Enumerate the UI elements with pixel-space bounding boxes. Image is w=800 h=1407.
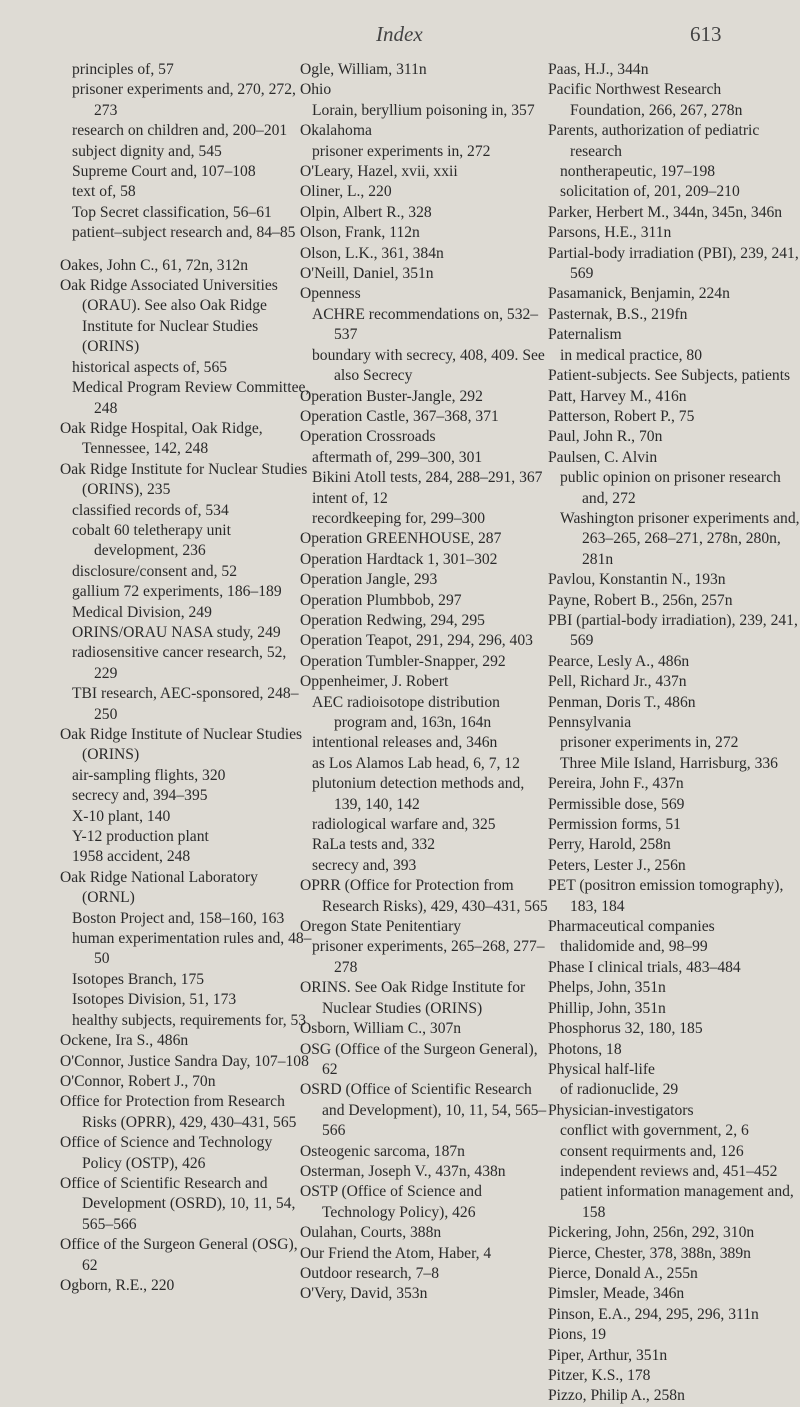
index-entry: O'Connor, Robert J., 70n <box>60 1072 216 1090</box>
index-subentry: secrecy and, 393 <box>312 856 417 874</box>
index-entry: PBI (partial-body irradiation), 239, 241, 569 <box>548 611 798 650</box>
index-entry: Phase I clinical trials, 483–484 <box>548 958 741 976</box>
index-entry: Oppenheimer, J. Robert <box>300 673 449 691</box>
index-subentry: in medical practice, 80 <box>560 346 703 364</box>
index-entry: Phosphorus 32, 180, 185 <box>548 1020 703 1038</box>
index-entry: Physical half-life <box>548 1060 655 1078</box>
index-subentry: thalidomide and, 98–99 <box>560 938 708 956</box>
index-subentry: Isotopes Branch, 175 <box>72 970 205 988</box>
index-subentry: Boston Project and, 158–160, 163 <box>72 909 285 927</box>
index-entry: Osborn, William C., 307n <box>300 1020 462 1038</box>
index-entry: Operation Crossroads <box>300 428 436 446</box>
index-subentry: ORINS/ORAU NASA study, 249 <box>72 623 281 641</box>
index-entry: Oak Ridge National Laboratory (ORNL) <box>60 868 258 907</box>
index-entry: Operation Tumbler-Snapper, 292 <box>300 652 506 670</box>
index-entry: Pharmaceutical companies <box>548 918 715 936</box>
index-entry: Operation Teapot, 291, 294, 296, 403 <box>300 632 533 650</box>
index-entry: Pell, Richard Jr., 437n <box>548 673 687 691</box>
index-entry: Outdoor research, 7–8 <box>300 1264 439 1282</box>
index-entry: Operation GREENHOUSE, 287 <box>300 530 502 548</box>
index-subentry: 1958 accident, 248 <box>72 848 191 866</box>
index-entry: Pierce, Chester, 378, 388n, 389n <box>548 1244 751 1262</box>
index-subentry: disclosure/consent and, 52 <box>72 562 237 580</box>
index-entry: Permission forms, 51 <box>548 816 681 834</box>
index-entry: Oak Ridge Institute for Nuclear Studies (ORINS), 235 <box>60 460 308 499</box>
index-entry: Ogborn, R.E., 220 <box>60 1276 175 1294</box>
index-entry: Ohio <box>300 81 332 99</box>
index-entry: Pereira, John F., 437n <box>548 775 684 793</box>
index-subentry: AEC radioisotope distribution program and, 163n, 164n <box>312 693 500 731</box>
index-entry: Pearce, Lesly A., 486n <box>548 652 690 670</box>
index-subentry: Top Secret classification, 56–61 <box>72 203 272 221</box>
index-entry: Our Friend the Atom, Haber, 4 <box>300 1244 492 1262</box>
index-subentry: boundary with secrecy, 408, 409. See also Secrecy <box>312 346 545 385</box>
index-entry: Pierce, Donald A., 255n <box>548 1264 698 1282</box>
index-entry: Paul, John R., 70n <box>548 428 663 446</box>
index-subentry: Washington prisoner experiments and, 263–265, 268–271, 278n, 280n, 281n <box>560 509 800 568</box>
index-entry: Olson, Frank, 112n <box>300 224 420 242</box>
index-entry: O'Very, David, 353n <box>300 1285 428 1303</box>
index-entry: Oulahan, Courts, 388n <box>300 1224 442 1242</box>
index-subentry: air-sampling flights, 320 <box>72 766 226 784</box>
index-entry: Operation Buster-Jangle, 292 <box>300 387 483 405</box>
index-entry: Pavlou, Konstantin N., 193n <box>548 571 726 589</box>
index-entry: Photons, 18 <box>548 1040 622 1058</box>
index-entry: Phillip, John, 351n <box>548 999 666 1017</box>
index-subentry: radiological warfare and, 325 <box>312 816 496 834</box>
index-entry: Operation Jangle, 293 <box>300 571 438 589</box>
index-subentry: solicitation of, 201, 209–210 <box>560 183 740 201</box>
index-entry: Patient-subjects. See Subjects, patients <box>548 367 791 385</box>
index-subentry: gallium 72 experiments, 186–189 <box>72 583 282 601</box>
index-subentry: independent reviews and, 451–452 <box>560 1162 778 1180</box>
index-entry: Pasternak, B.S., 219fn <box>548 305 688 323</box>
index-entry: Pacific Northwest Research Foundation, 266, 267, 278n <box>548 81 743 119</box>
index-column-right <box>548 60 800 1407</box>
index-entry: Penman, Doris T., 486n <box>548 693 696 711</box>
index-subentry: recordkeeping for, 299–300 <box>312 509 486 527</box>
index-entry: Office of Science and Technology Policy (OSTP), 426 <box>60 1134 273 1172</box>
index-column-left <box>60 60 312 1296</box>
running-title: Index <box>376 22 423 46</box>
index-subentry: X-10 plant, 140 <box>72 807 171 825</box>
index-entry: O'Neill, Daniel, 351n <box>300 265 434 283</box>
index-subentry: research on children and, 200–201 <box>72 122 288 140</box>
index-entry: OSTP (Office of Science and Technology Policy), 426 <box>300 1183 482 1221</box>
index-subentry: prisoner experiments, 265–268, 277–278 <box>312 938 545 976</box>
index-subentry: Isotopes Division, 51, 173 <box>72 991 237 1009</box>
index-entry: Office of the Surgeon General (OSG), 62 <box>60 1236 298 1274</box>
index-entry: PET (positron emission tomography), 183, 184 <box>548 877 784 915</box>
index-subentry: Medical Division, 249 <box>72 603 212 621</box>
index-entry: Operation Redwing, 294, 295 <box>300 611 485 629</box>
index-entry: Paulsen, C. Alvin <box>548 448 658 466</box>
index-entry: Osteogenic sarcoma, 187n <box>300 1142 465 1160</box>
index-entry: OPRR (Office for Protection from Research Risks), 429, 430–431, 565 <box>300 877 548 915</box>
index-subentry: historical aspects of, 565 <box>72 358 228 376</box>
index-subentry: classified records of, 534 <box>72 501 229 519</box>
index-subentry: prisoner experiments in, 272 <box>312 142 491 160</box>
index-subentry: RaLa tests and, 332 <box>312 836 435 854</box>
index-entry: ORINS. See Oak Ridge Institute for Nuclear Studies (ORINS) <box>300 979 526 1017</box>
index-subentry: Y-12 production plant <box>72 828 209 846</box>
index-entry: Peters, Lester J., 256n <box>548 856 686 874</box>
index-entry: Oakes, John C., 61, 72n, 312n <box>60 256 248 274</box>
index-entry: Ogle, William, 311n <box>300 61 427 78</box>
index-subentry: intent of, 12 <box>312 489 388 507</box>
index-entry: OSRD (Office of Scientific Research and Development), 10, 11, 54, 565–566 <box>300 1081 547 1140</box>
index-subentry: secrecy and, 394–395 <box>72 787 208 805</box>
index-entry: Olpin, Albert R., 328 <box>300 203 432 221</box>
index-entry: Paternalism <box>548 326 622 344</box>
index-subentry: aftermath of, 299–300, 301 <box>312 448 483 466</box>
index-subentry: Supreme Court and, 107–108 <box>72 163 256 181</box>
index-entry: Osterman, Joseph V., 437n, 438n <box>300 1162 506 1180</box>
index-entry: Pasamanick, Benjamin, 224n <box>548 285 730 303</box>
index-entry: Pitzer, K.S., 178 <box>548 1367 651 1384</box>
index-entry: Operation Castle, 367–368, 371 <box>300 407 499 425</box>
index-subentry: Bikini Atoll tests, 284, 288–291, 367 <box>312 469 543 487</box>
page-header <box>0 0 800 52</box>
index-entry: Patterson, Robert P., 75 <box>548 407 695 425</box>
index-subentry: principles of, 57 <box>72 61 174 78</box>
index-entry: Patt, Harvey M., 416n <box>548 387 687 405</box>
index-subentry: Lorain, beryllium poisoning in, 357 <box>312 101 535 119</box>
index-entry: Parsons, H.E., 311n <box>548 224 672 242</box>
index-subentry: as Los Alamos Lab head, 6, 7, 12 <box>312 754 520 772</box>
index-entry: Pickering, John, 256n, 292, 310n <box>548 1224 755 1242</box>
index-subentry: radiosensitive cancer research, 52, 229 <box>72 644 287 682</box>
index-subentry: of radionuclide, 29 <box>560 1081 679 1099</box>
index-entry: Paas, H.J., 344n <box>548 61 649 78</box>
index-entry: Oak Ridge Hospital, Oak Ridge, Tennessee, 142, 248 <box>60 419 263 458</box>
index-subentry: text of, 58 <box>72 183 136 201</box>
index-subentry: TBI research, AEC-sponsored, 248–250 <box>72 685 299 723</box>
index-entry: Parents, authorization of pediatric research <box>548 122 760 160</box>
index-entry: Parker, Herbert M., 344n, 345n, 346n <box>548 203 783 221</box>
index-entry: Physician-investigators <box>548 1101 694 1119</box>
index-subentry: consent requirments and, 126 <box>560 1142 744 1160</box>
index-subentry: intentional releases and, 346n <box>312 734 498 752</box>
index-subentry: patient–subject research and, 84–85 <box>72 224 296 242</box>
index-entry: Perry, Harold, 258n <box>548 836 671 854</box>
index-subentry: prisoner experiments and, 270, 272, 273 <box>72 81 296 119</box>
index-subentry: conflict with government, 2, 6 <box>560 1122 749 1140</box>
index-entry: O'Leary, Hazel, xvii, xxii <box>300 163 458 181</box>
index-subentry: Three Mile Island, Harrisburg, 336 <box>560 754 778 772</box>
index-entry: Oak Ridge Institute of Nuclear Studies (ORINS) <box>60 726 303 764</box>
index-entry: Oliner, L., 220 <box>300 183 392 201</box>
index-entry: Operation Plumbbob, 297 <box>300 591 462 609</box>
index-subentry: cobalt 60 teletherapy unit development, 236 <box>72 521 231 560</box>
index-entry: Pions, 19 <box>548 1326 607 1344</box>
index-entry: Office for Protection from Research Risks (OPRR), 429, 430–431, 565 <box>60 1093 297 1131</box>
index-entry: Olson, L.K., 361, 384n <box>300 244 444 262</box>
index-entry: Operation Hardtack 1, 301–302 <box>300 550 498 568</box>
index-entry: Partial-body irradiation (PBI), 239, 241, 569 <box>548 244 799 283</box>
index-entry: Oregon State Penitentiary <box>300 918 462 936</box>
index-entry: Ockene, Ira S., 486n <box>60 1032 189 1050</box>
index-subentry: Medical Program Review Committee, 248 <box>72 379 310 417</box>
index-subentry: human experimentation rules and, 48–50 <box>72 930 312 968</box>
index-entry: Oak Ridge Associated Universities (ORAU). See also Oak Ridge Institute for Nuclear Studies (ORINS) <box>60 277 278 356</box>
index-subentry: nontherapeutic, 197–198 <box>560 163 716 181</box>
index-subentry: plutonium detection methods and, 139, 140, 142 <box>312 775 525 813</box>
index-subentry: healthy subjects, requirements for, 53 <box>72 1011 307 1029</box>
index-entry: Pennsylvania <box>548 714 632 731</box>
index-column-middle <box>300 60 552 1305</box>
index-entry: O'Connor, Justice Sandra Day, 107–108 <box>60 1052 309 1070</box>
index-entry: Payne, Robert B., 256n, 257n <box>548 591 733 609</box>
page-number: 613 <box>690 22 722 46</box>
index-entry: Openness <box>300 285 361 303</box>
index-entry: Permissible dose, 569 <box>548 795 685 813</box>
index-entry: Pinson, E.A., 294, 295, 296, 311n <box>548 1305 759 1323</box>
index-entry: Okalahoma <box>300 122 372 140</box>
index-subentry: public opinion on prisoner research and, 272 <box>560 469 781 507</box>
index-entry: Office of Scientific Research and Development (OSRD), 10, 11, 54, 565–566 <box>60 1174 296 1233</box>
index-entry: Pimsler, Meade, 346n <box>548 1285 685 1303</box>
index-entry: OSG (Office of the Surgeon General), 62 <box>300 1040 538 1078</box>
index-subentry: patient information management and, 158 <box>560 1183 794 1221</box>
index-entry: Piper, Arthur, 351n <box>548 1346 668 1364</box>
index-entry: Phelps, John, 351n <box>548 979 666 997</box>
index-subentry: prisoner experiments in, 272 <box>560 734 739 752</box>
index-subentry: ACHRE recommendations on, 532–537 <box>312 305 539 344</box>
index-entry: Pizzo, Philip A., 258n <box>548 1387 685 1405</box>
index-subentry: subject dignity and, 545 <box>72 142 222 160</box>
